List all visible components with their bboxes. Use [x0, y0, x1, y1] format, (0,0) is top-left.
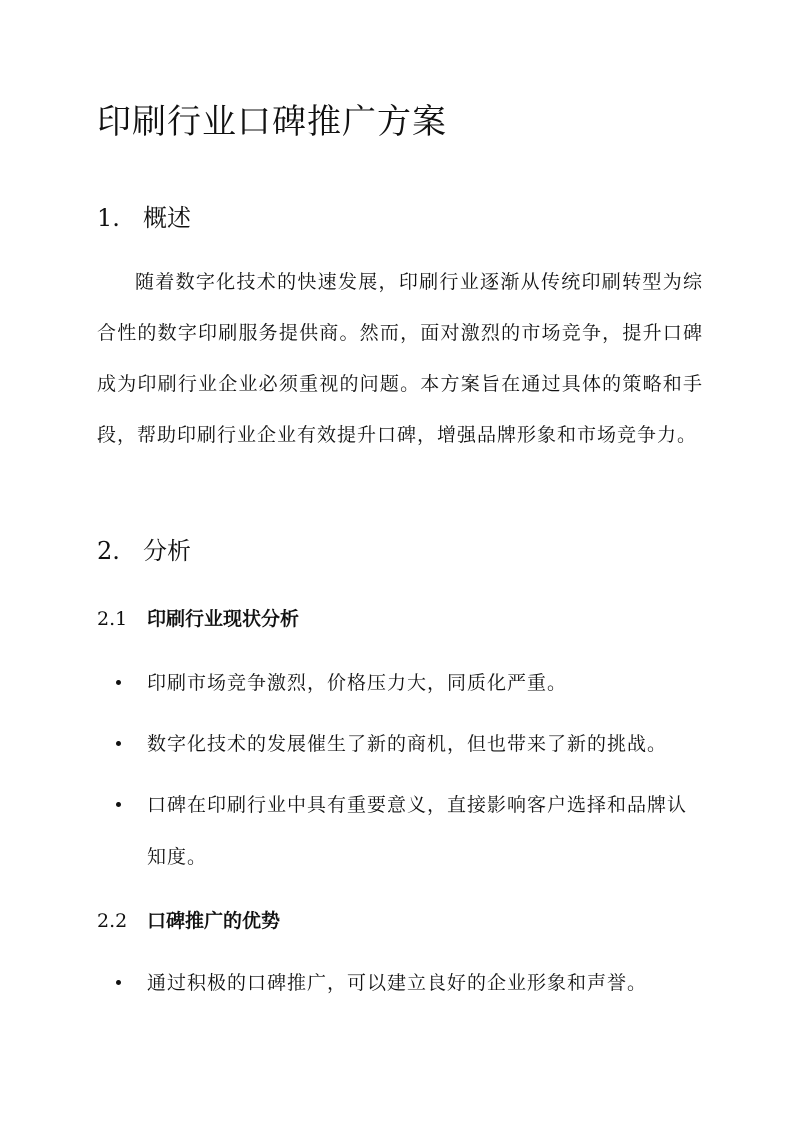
list-item	[116, 957, 706, 1009]
bullet-icon	[116, 741, 121, 746]
bullet-icon	[116, 802, 121, 807]
list-item	[116, 657, 706, 709]
overview-paragraph: 随着数字化技术的快速发展，印刷行业逐渐从传统印刷转型为综合性的数字印刷服务提供商。然而，面对激烈的市场竞争，提升口碑成为印刷行业企业必须重视的问题。本方案旨在通过具体的策略和手段，帮助印刷行业企业有效提升口碑，增强品牌形象和市场竞争力。	[97, 271, 703, 446]
list-item-text: 通过积极的口碑推广，可以建立良好的企业形象和声誉。	[147, 972, 648, 994]
section-title: 概述	[143, 204, 191, 232]
list-item-text: 数字化技术的发展催生了新的商机，但也带来了新的挑战。	[147, 733, 668, 755]
page-title: 印刷行业口碑推广方案	[97, 102, 447, 142]
section-heading-overview	[97, 198, 191, 233]
subsection-number: 2.1	[97, 608, 128, 630]
list-item-text: 印刷市场竞争激烈，价格压力大，同质化严重。	[147, 672, 568, 694]
bullet-icon	[116, 980, 121, 985]
subsection-title: 印刷行业现状分析	[147, 608, 300, 630]
section-heading-analysis	[97, 531, 191, 566]
list-item	[116, 718, 706, 770]
section-number: 2.	[97, 537, 120, 565]
section-number: 1.	[97, 204, 120, 232]
subsection-heading-advantages	[97, 906, 280, 933]
subsection-number: 2.2	[97, 910, 128, 932]
list-item	[116, 779, 706, 883]
bullet-icon	[116, 680, 121, 685]
section-title: 分析	[143, 537, 191, 565]
list-item-text: 口碑在印刷行业中具有重要意义，直接影响客户选择和品牌认知度。	[147, 794, 688, 868]
subsection-title: 口碑推广的优势	[147, 910, 281, 932]
subsection-heading-status	[97, 604, 299, 631]
